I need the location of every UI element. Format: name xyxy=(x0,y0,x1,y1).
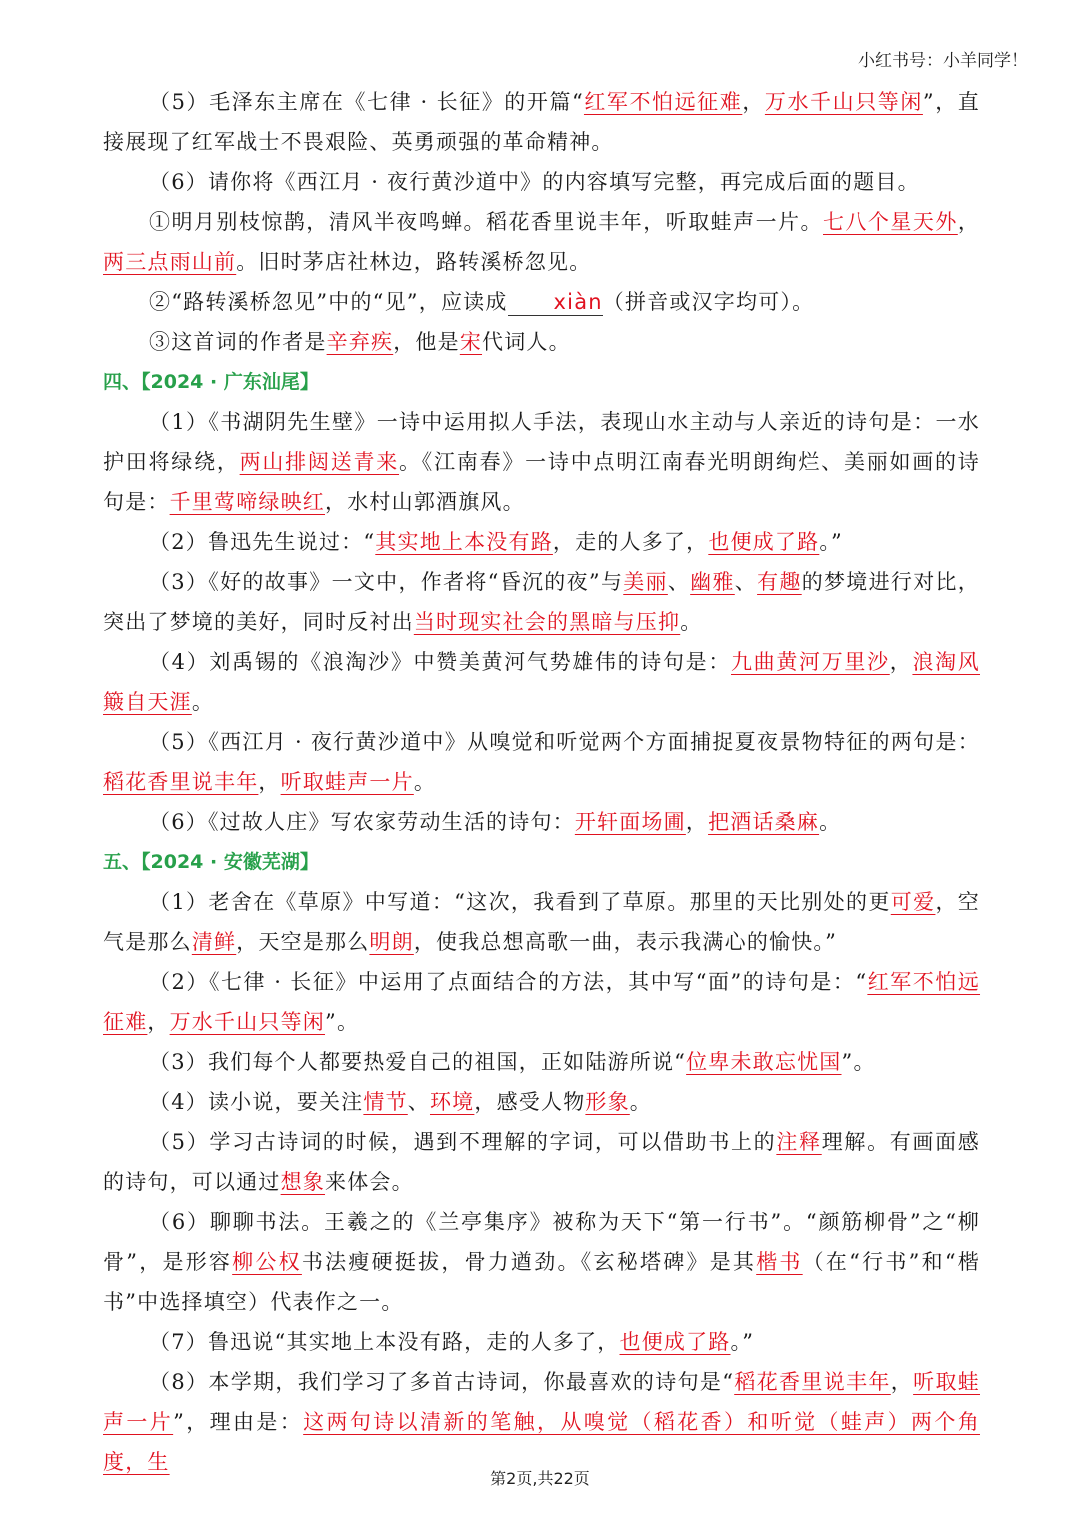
body-text: 。 xyxy=(413,770,437,794)
answer-text: 万水千山只等闲 xyxy=(764,90,923,114)
answer-text: 当时现实社会的黑暗与压抑 xyxy=(413,610,681,634)
question-paragraph xyxy=(103,802,980,842)
answer-text: 七八个星天外 xyxy=(823,210,958,234)
body-text: （4）读小说，要关注 xyxy=(149,1090,364,1114)
question-paragraph xyxy=(103,522,980,562)
question-paragraph xyxy=(103,282,980,322)
body-text: （3）我们每个人都要热爱自己的祖国，正如陆游所说“ xyxy=(149,1050,687,1074)
body-text: 。《江南春》一诗中点明江南春光明朗绚烂、美丽如画的诗句是： xyxy=(103,450,980,514)
body-text: （1）老舍在《草原》中写道：“这次，我看到了草原。那里的天比别处的更 xyxy=(149,890,891,914)
body-text: ，天空是那么 xyxy=(236,930,370,954)
body-text: ”。 xyxy=(841,1050,876,1074)
body-text: ”，理由是： xyxy=(173,1410,304,1434)
answer-text: 千里莺啼绿映红 xyxy=(169,490,326,514)
body-text: 。 xyxy=(819,810,842,834)
answer-text: 情节 xyxy=(363,1090,408,1114)
question-paragraph xyxy=(103,162,980,202)
question-paragraph xyxy=(103,1202,980,1322)
body-text: ，走的人多了， xyxy=(552,530,709,554)
answer-text: 听取蛙声一片 xyxy=(103,1370,980,1434)
body-text: 。” xyxy=(819,530,843,554)
body-text: ， xyxy=(890,1370,914,1394)
body-text: 、 xyxy=(734,570,758,594)
body-text: 的梦境进行对比，突出了梦境的美好，同时反衬出 xyxy=(103,570,981,634)
answer-text: 清鲜 xyxy=(191,930,237,954)
answer-text: 幽雅 xyxy=(690,570,735,594)
answer-text: 也便成了路 xyxy=(619,1330,731,1354)
body-text: （5）学习古诗词的时候，遇到不理解的字词，可以借助书上的 xyxy=(149,1130,777,1154)
answer-text: 浪淘风簸自天涯 xyxy=(103,650,980,714)
answer-text: 红军不怕远征难 xyxy=(103,970,981,1034)
body-text: （6）请你将《西江月 · 夜行黄沙道中》的内容填写完整，再完成后面的题目。 xyxy=(149,170,920,194)
body-text: （1）《书湖阴先生壁》一诗中运用拟人手法，表现山水主动与人亲近的诗句是：一水护田将绿绕， xyxy=(103,410,980,474)
body-text: ， xyxy=(258,770,281,794)
section-heading: 五、【2024 · 安徽芜湖】 xyxy=(103,851,319,873)
answer-text: 九曲黄河万里沙 xyxy=(731,650,890,674)
answer-text: 柳公权 xyxy=(232,1250,302,1274)
answer-text: 明朗 xyxy=(369,930,414,954)
body-text: （7）鲁迅说“其实地上本没有路，走的人多了， xyxy=(149,1330,620,1354)
answer-text: 宋 xyxy=(459,330,483,354)
question-paragraph xyxy=(103,1042,980,1082)
question-paragraph xyxy=(103,322,980,362)
body-text: ， xyxy=(147,1010,170,1034)
answer-text: 注释 xyxy=(776,1130,822,1154)
answer-text: 辛弃疾 xyxy=(326,330,394,354)
document-body xyxy=(103,82,980,1482)
question-paragraph xyxy=(103,722,980,802)
body-text: ，空气是那么 xyxy=(103,890,980,954)
body-text: （拼音或汉字均可）。 xyxy=(602,290,815,314)
body-text: ，感受人物 xyxy=(474,1090,586,1114)
body-text: ， xyxy=(742,90,765,114)
body-text: ，他是 xyxy=(393,330,460,354)
question-paragraph xyxy=(103,562,980,642)
body-text: （5）毛泽东主席在《七律 · 长征》的开篇“ xyxy=(149,90,584,114)
body-text: （5）《西江月 · 夜行黄沙道中》从嗅觉和听觉两个方面捕捉夏夜景物特征的两句是： xyxy=(149,730,980,754)
body-text: 理解。有画面感的诗句，可以通过 xyxy=(103,1130,980,1194)
answer-text: 红军不怕远征难 xyxy=(583,90,743,114)
question-paragraph xyxy=(103,962,980,1042)
question-paragraph xyxy=(103,202,980,282)
body-text: ， xyxy=(957,210,981,234)
answer-text: 美丽 xyxy=(623,570,668,594)
question-paragraph xyxy=(103,82,980,162)
body-text: ，使我总想高歌一曲，表示我满心的愉快。” xyxy=(413,930,838,954)
body-text: 、 xyxy=(667,570,691,594)
question-paragraph xyxy=(103,642,980,722)
body-text: 来体会。 xyxy=(325,1170,414,1194)
answer-text: 两三点雨山前 xyxy=(103,250,237,274)
answer-text: 位卑未敢忘忧国 xyxy=(686,1050,842,1074)
body-text: ①明月别枝惊鹊，清风半夜鸣蝉。稻花香里说丰年，听取蛙声一片。 xyxy=(149,210,823,234)
body-text: 。” xyxy=(730,1330,755,1354)
answer-text: 想象 xyxy=(280,1170,326,1194)
body-text: ， xyxy=(685,810,709,834)
body-text: ②“路转溪桥忽见”中的“见”，应读成 xyxy=(149,290,508,314)
answer-text: 两山排闼送青来 xyxy=(239,450,400,474)
body-text: ③这首词的作者是 xyxy=(149,330,327,354)
body-text: ”。 xyxy=(325,1010,360,1034)
body-text: （3）《好的故事》一文中，作者将“昏沉的夜”与 xyxy=(149,570,624,594)
answer-text: 开轩面场圃 xyxy=(574,810,686,834)
question-paragraph xyxy=(103,1362,980,1482)
answer-text: 有趣 xyxy=(757,570,802,594)
question-paragraph xyxy=(103,1322,980,1362)
question-paragraph xyxy=(103,1122,980,1202)
body-text: ”，直接展现了红军战士不畏艰险、英勇顽强的革命精神。 xyxy=(103,90,980,154)
body-text: （4）刘禹锡的《浪淘沙》中赞美黄河气势雄伟的诗句是： xyxy=(149,650,731,674)
answer-text: 可爱 xyxy=(890,890,936,914)
body-text: 。 xyxy=(629,1090,652,1114)
body-text: ，水村山郭酒旗风。 xyxy=(325,490,525,514)
body-text: 代词人。 xyxy=(482,330,571,354)
body-text: 书法瘦硬挺拔，骨力遒劲。《玄秘塔碑》是其 xyxy=(301,1250,757,1274)
answer-text: 稻花香里说丰年 xyxy=(734,1370,891,1394)
answer-text: 形象 xyxy=(585,1090,630,1114)
body-text: 。旧时茅店社林边，路转溪桥忽见。 xyxy=(236,250,592,274)
body-text: 、 xyxy=(407,1090,430,1114)
question-paragraph xyxy=(103,882,980,962)
question-paragraph xyxy=(103,402,980,522)
body-text: （2）《七律 · 长征》中运用了点面结合的方法，其中写“面”的诗句是：“ xyxy=(149,970,868,994)
section-heading: 四、【2024 · 广东汕尾】 xyxy=(103,371,319,393)
answer-text: 环境 xyxy=(429,1090,475,1114)
answer-text: 听取蛙声一片 xyxy=(280,770,414,794)
answer-text: 这两句诗以清新的笔触，从嗅觉（稻花香）和听觉（蛙声）两个角度，生 xyxy=(103,1410,980,1474)
body-text: 。 xyxy=(680,610,703,634)
body-text: （8）本学期，我们学习了多首古诗词，你最喜欢的诗句是“ xyxy=(149,1370,735,1394)
body-text: 。 xyxy=(191,690,215,714)
pinyin-answer: xiàn xyxy=(508,289,603,316)
answer-text: 稻花香里说丰年 xyxy=(103,770,259,794)
answer-text: 其实地上本没有路 xyxy=(375,530,553,554)
body-text: （6）聊聊书法。王羲之的《兰亭集序》被称为天下“第一行书”。“颜筋柳骨”之“柳骨”，是形容 xyxy=(103,1210,980,1274)
body-text: （在“行书”和“楷书”中选择填空）代表作之一。 xyxy=(103,1250,980,1314)
watermark: 小红书号：小羊同学！ xyxy=(858,51,1028,71)
page-footer: 第2页,共22页 xyxy=(490,1469,590,1488)
answer-text: 万水千山只等闲 xyxy=(169,1010,326,1034)
answer-text: 也便成了路 xyxy=(708,530,820,554)
answer-text: 楷书 xyxy=(756,1250,803,1274)
body-text: ， xyxy=(889,650,913,674)
body-text: （6）《过故人庄》写农家劳动生活的诗句： xyxy=(149,810,575,834)
question-paragraph xyxy=(103,1082,980,1122)
answer-text: 把酒话桑麻 xyxy=(708,810,820,834)
body-text: （2）鲁迅先生说过：“ xyxy=(149,530,376,554)
